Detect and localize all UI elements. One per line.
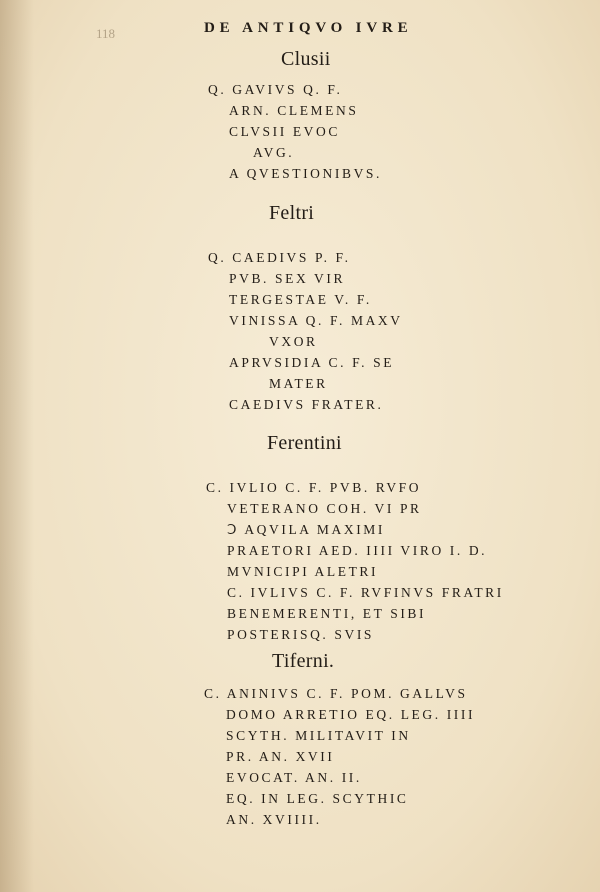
- inscription-line: A QVESTIONIBVS.: [229, 166, 383, 181]
- inscription-line: PRAETORI AED. IIII VIRO I. D.: [227, 543, 488, 558]
- inscription-line: BENEMERENTI, ET SIBI: [227, 606, 427, 621]
- inscription-line: VETERANO COH. VI PR: [227, 501, 422, 516]
- page-number: 118: [96, 26, 116, 41]
- inscription-line: CLVSII EVOC: [229, 124, 340, 139]
- section-heading-clusii: Clusii: [281, 48, 331, 70]
- inscription-line: PR. AN. XVII: [226, 749, 335, 764]
- inscription-line: C. ANINIVS C. F. POM. GALLVS: [204, 686, 468, 701]
- inscription-line: EVOCAT. AN. II.: [226, 770, 362, 785]
- inscription-line: Q. GAVIVS Q. F.: [208, 82, 343, 97]
- inscription-line: VINISSA Q. F. MAXV: [229, 313, 403, 328]
- inscription-line: Q. CAEDIVS P. F.: [208, 250, 351, 265]
- inscription-line: AN. XVIIII.: [226, 812, 322, 827]
- inscription-line: POSTERISQ. SVIS: [227, 627, 375, 642]
- inscription-line: EQ. IN LEG. SCYTHIC: [226, 791, 409, 806]
- inscription-line: ARN. CLEMENS: [229, 103, 359, 118]
- inscription-line: PVB. SEX VIR: [229, 271, 346, 286]
- inscription-line: VXOR: [269, 334, 318, 349]
- inscription-line: C. IVLIO C. F. PVB. RVFO: [206, 480, 422, 495]
- inscription-line: CAEDIVS FRATER.: [229, 397, 384, 412]
- inscription-line: APRVSIDIA C. F. SE: [229, 355, 395, 370]
- section-heading-ferentini: Ferentini: [267, 432, 342, 454]
- inscription-line: MVNICIPI ALETRI: [227, 564, 379, 579]
- inscription-line: TERGESTAE V. F.: [229, 292, 372, 307]
- running-head: DE ANTIQVO IVRE: [204, 20, 413, 36]
- section-heading-feltri: Feltri: [269, 202, 315, 224]
- inscription-line: DOMO ARRETIO EQ. LEG. IIII: [226, 707, 476, 722]
- inscription-line: AVG.: [253, 145, 295, 160]
- inscription-line: SCYTH. MILITAVIT IN: [226, 728, 411, 743]
- page-gutter-shadow: [0, 0, 34, 892]
- inscription-line: MATER: [269, 376, 328, 391]
- inscription-line: Ↄ AQVILA MAXIMI: [227, 522, 385, 537]
- section-heading-tiferni: Tiferni.: [272, 650, 335, 672]
- inscription-line: C. IVLIVS C. F. RVFINVS FRATRI: [227, 585, 504, 600]
